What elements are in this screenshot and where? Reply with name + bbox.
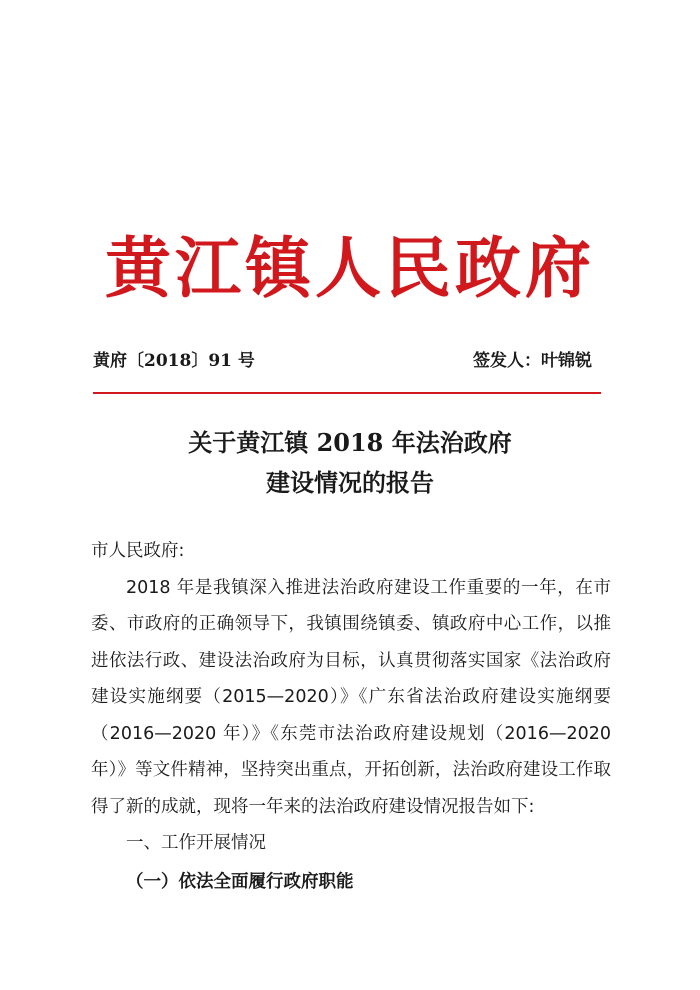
report-title — [0, 423, 700, 503]
report-title-line-2: 建设情况的报告 — [266, 468, 434, 497]
header-divider — [93, 392, 601, 394]
section-heading: 一、工作开展情况 — [126, 833, 266, 853]
document-number: 黄府〔2018〕91 号 — [93, 351, 255, 371]
document-body — [91, 533, 611, 900]
signer: 签发人：叶锦锐 — [473, 351, 592, 371]
issuing-authority-title: 黄江镇人民政府 — [105, 229, 595, 307]
body-paragraph: 2018 年是我镇深入推进法治政府建设工作重要的一年，在市委、市政府的正确领导下，我镇围绕镇委、镇政府中心工作，以推进依法行政、建设法治政府为目标，认真贯彻落实国家《法治政府建设实施纲要（2015—2020）》《广东省法治政府建设实施纲要（2016—2020 年）》《东莞市法治政府建设规划（2016—2020 年）》等文件精神，坚持突出重点，开拓创新，法治政府建设工作取得了新的成就，现将一年来的法治政府建设情况报告如下: — [91, 577, 611, 817]
subsection-heading: （一）依法全面履行政府职能 — [126, 871, 354, 892]
report-title-line-1: 关于黄江镇 2018 年法治政府 — [188, 428, 512, 457]
salutation: 市人民政府: — [91, 541, 185, 561]
